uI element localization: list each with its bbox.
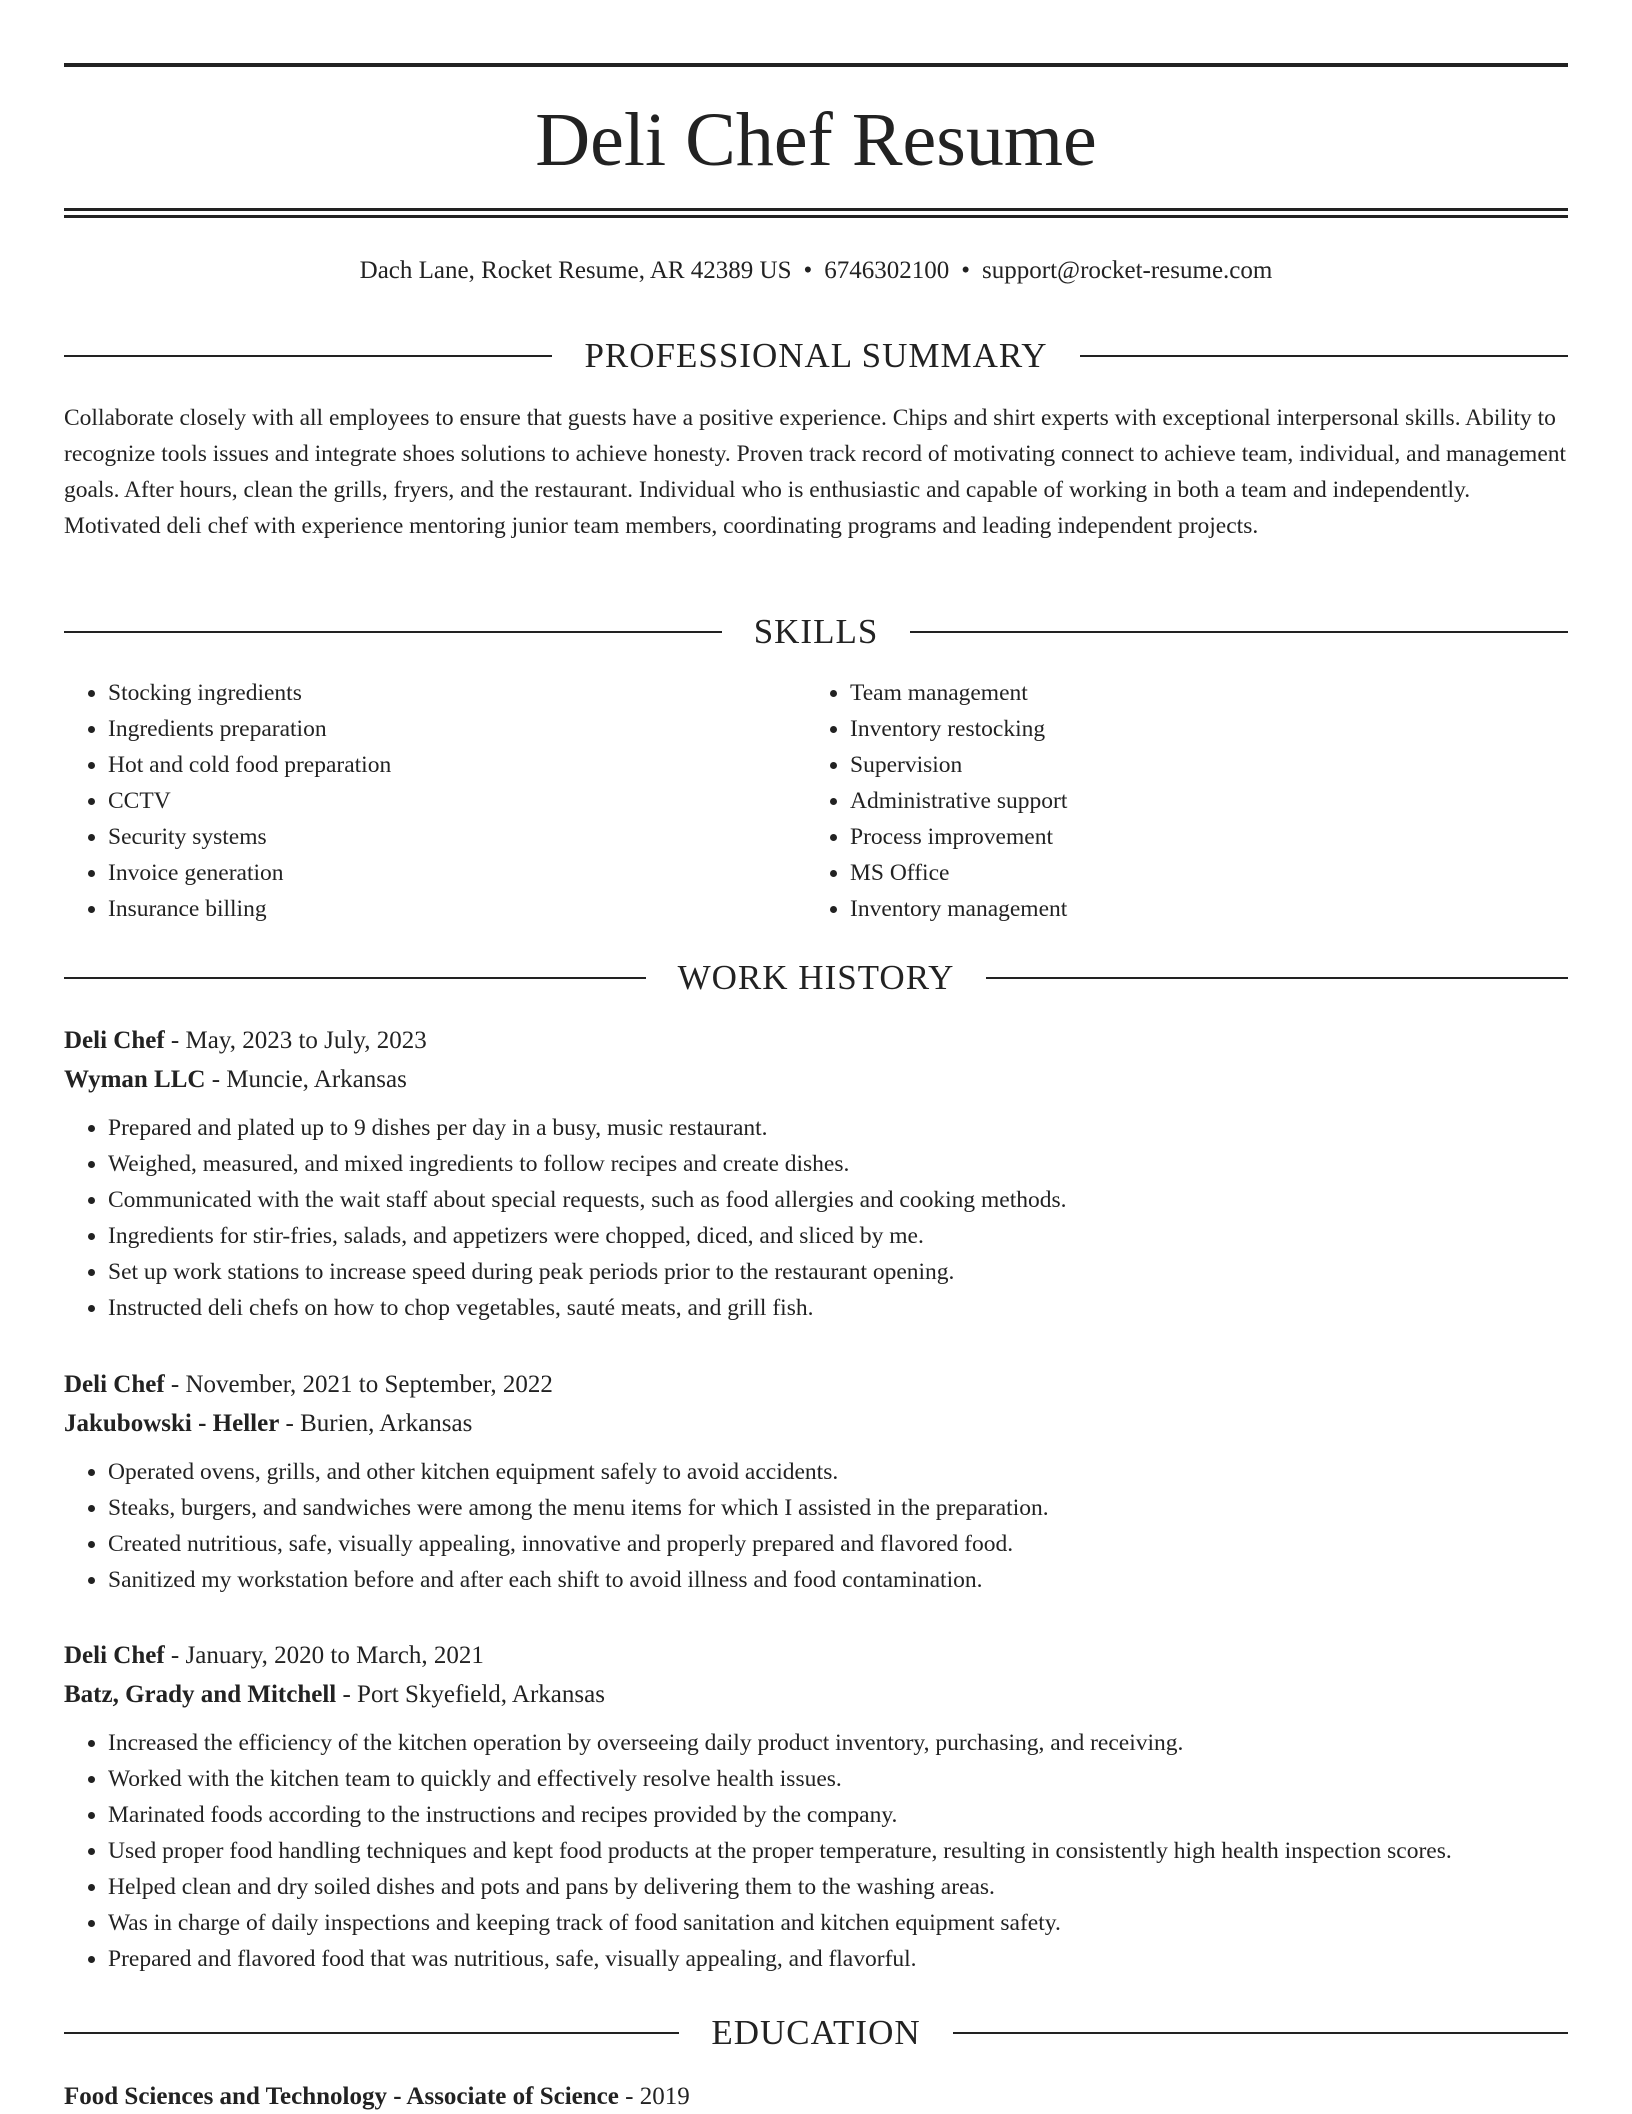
education-year: 2019 — [639, 2083, 690, 2110]
job-location: Muncie, Arkansas — [226, 1066, 407, 1093]
job-bullets — [64, 1110, 1568, 1326]
job-company: Jakubowski - Heller — [64, 1410, 280, 1437]
skill-item: • Team management — [850, 675, 1506, 711]
work-history-heading-label: WORK HISTORY — [677, 958, 955, 997]
job-dates: November, 2021 to September, 2022 — [185, 1371, 553, 1398]
education-heading-label: EDUCATION — [711, 2013, 921, 2052]
job-bullet: • Instructed deli chefs on how to chop vegetables, sauté meats, and grill fish. — [108, 1290, 1568, 1326]
skill-item: • Inventory management — [850, 891, 1506, 927]
job-dates: January, 2020 to March, 2021 — [185, 1642, 484, 1669]
work-history-heading — [64, 958, 1568, 998]
heading-rule-right — [986, 977, 1568, 979]
job-bullet: • Worked with the kitchen team to quickly and effectively resolve health issues. — [108, 1761, 1568, 1797]
skills-left-column — [64, 675, 764, 927]
heading-rule-left — [64, 2032, 679, 2034]
job-bullet: • Was in charge of daily inspections and keeping track of food sanitation and kitchen equipment safety. — [108, 1905, 1568, 1941]
job-company-line: Batz, Grady and Mitchell - Port Skyefield, Arkansas — [64, 1681, 605, 1708]
heading-rule-left — [64, 355, 552, 357]
job-bullets — [64, 1725, 1568, 1977]
job-bullet: • Communicated with the wait staff about special requests, such as food allergies and cooking methods. — [108, 1182, 1568, 1218]
job-bullet: • Sanitized my workstation before and after each shift to avoid illness and food contamination. — [108, 1562, 1568, 1598]
job-title-line: Deli Chef - November, 2021 to September, 2022 — [64, 1371, 553, 1398]
summary-heading-label: PROFESSIONAL SUMMARY — [584, 336, 1048, 375]
job-bullet: • Prepared and flavored food that was nutritious, safe, visually appealing, and flavorful. — [108, 1941, 1568, 1977]
heading-rule-left — [64, 631, 722, 633]
job-dates: May, 2023 to July, 2023 — [185, 1027, 427, 1054]
job-entry-2 — [64, 1365, 1568, 1598]
job-title-line: Deli Chef - January, 2020 to March, 2021 — [64, 1642, 484, 1669]
job-title-line: Deli Chef - May, 2023 to July, 2023 — [64, 1027, 427, 1054]
skills-heading-label: SKILLS — [753, 612, 879, 651]
title-double-rule-upper — [64, 208, 1568, 211]
skill-item: • Insurance billing — [108, 891, 764, 927]
heading-rule-right — [1080, 355, 1568, 357]
job-bullet: • Used proper food handling techniques and kept food products at the proper temperature, resulting in consistently high health inspection scores. — [108, 1833, 1568, 1869]
skill-item: • Supervision — [850, 747, 1506, 783]
skill-item: • Ingredients preparation — [108, 711, 764, 747]
education-degree: Food Sciences and Technology - Associate of Science — [64, 2083, 619, 2110]
skill-item: • Inventory restocking — [850, 711, 1506, 747]
heading-rule-right — [910, 631, 1568, 633]
contact-email: support@rocket-resume.com — [982, 257, 1273, 284]
skills-right-column — [806, 675, 1506, 927]
skill-item: • Stocking ingredients — [108, 675, 764, 711]
job-bullet: • Marinated foods according to the instructions and recipes provided by the company. — [108, 1797, 1568, 1833]
title-double-rule-lower — [64, 215, 1568, 218]
job-company: Batz, Grady and Mitchell — [64, 1681, 337, 1708]
job-company: Wyman LLC — [64, 1066, 206, 1093]
skill-item: • Security systems — [108, 819, 764, 855]
skills-left-list — [64, 675, 764, 927]
job-bullet: • Increased the efficiency of the kitchen operation by overseeing daily product inventory, purchasing, and receiving. — [108, 1725, 1568, 1761]
education-heading — [64, 2013, 1568, 2053]
job-bullet: • Set up work stations to increase speed during peak periods prior to the restaurant opening. — [108, 1254, 1568, 1290]
job-entry-1 — [64, 1021, 1568, 1326]
heading-rule-right — [953, 2032, 1568, 2034]
summary-heading — [64, 336, 1568, 376]
job-title: Deli Chef — [64, 1027, 165, 1054]
job-bullet: • Prepared and plated up to 9 dishes per day in a busy, music restaurant. — [108, 1110, 1568, 1146]
contact-separator: • — [961, 257, 971, 284]
job-bullet: • Steaks, burgers, and sandwiches were among the menu items for which I assisted in the preparation. — [108, 1490, 1568, 1526]
job-company-line: Wyman LLC - Muncie, Arkansas — [64, 1066, 407, 1093]
skill-item: • Process improvement — [850, 819, 1506, 855]
heading-rule-left — [64, 977, 646, 979]
education-entry: Food Sciences and Technology - Associate of Science - 2019 — [64, 2083, 690, 2110]
job-bullet: • Ingredients for stir-fries, salads, and appetizers were chopped, diced, and sliced by me. — [108, 1218, 1568, 1254]
job-location: Burien, Arkansas — [300, 1410, 473, 1437]
skill-item: • Invoice generation — [108, 855, 764, 891]
contact-address: Dach Lane, Rocket Resume, AR 42389 US — [359, 257, 792, 284]
job-bullets — [64, 1454, 1568, 1598]
job-title: Deli Chef — [64, 1371, 165, 1398]
skill-item: • Hot and cold food preparation — [108, 747, 764, 783]
job-location: Port Skyefield, Arkansas — [357, 1681, 605, 1708]
skill-item: • CCTV — [108, 783, 764, 819]
skills-right-list — [806, 675, 1506, 927]
summary-text: Collaborate closely with all employees to ensure that guests have a positive experience. Chips and shirt experts with exceptional interpersonal skills. Ability to recognize tools issues and integrate shoes solutions to achieve honesty. Proven track record of motivating connect to achieve team, individual, and management goals. After hours, clean the grills, fryers, and the restaurant. Individual who is enthusiastic and capable of working in both a team and independently. Motivated deli chef with experience mentoring junior team members, coordinating programs and leading independent projects. — [64, 405, 1567, 539]
job-entry-3 — [64, 1636, 1568, 1977]
skill-item: • Administrative support — [850, 783, 1506, 819]
skills-heading — [64, 612, 1568, 652]
job-bullet: • Helped clean and dry soiled dishes and pots and pans by delivering them to the washing areas. — [108, 1869, 1568, 1905]
job-company-line: Jakubowski - Heller - Burien, Arkansas — [64, 1410, 473, 1437]
top-rule — [64, 63, 1568, 67]
job-title: Deli Chef — [64, 1642, 165, 1669]
resume-title: Deli Chef Resume — [535, 98, 1097, 182]
job-bullet: • Weighed, measured, and mixed ingredients to follow recipes and create dishes. — [108, 1146, 1568, 1182]
contact-line — [64, 254, 1568, 288]
job-bullet: • Created nutritious, safe, visually appealing, innovative and properly prepared and flavored food. — [108, 1526, 1568, 1562]
skill-item: • MS Office — [850, 855, 1506, 891]
job-bullet: • Operated ovens, grills, and other kitchen equipment safely to avoid accidents. — [108, 1454, 1568, 1490]
contact-phone: 6746302100 — [824, 257, 950, 284]
contact-separator: • — [803, 257, 813, 284]
